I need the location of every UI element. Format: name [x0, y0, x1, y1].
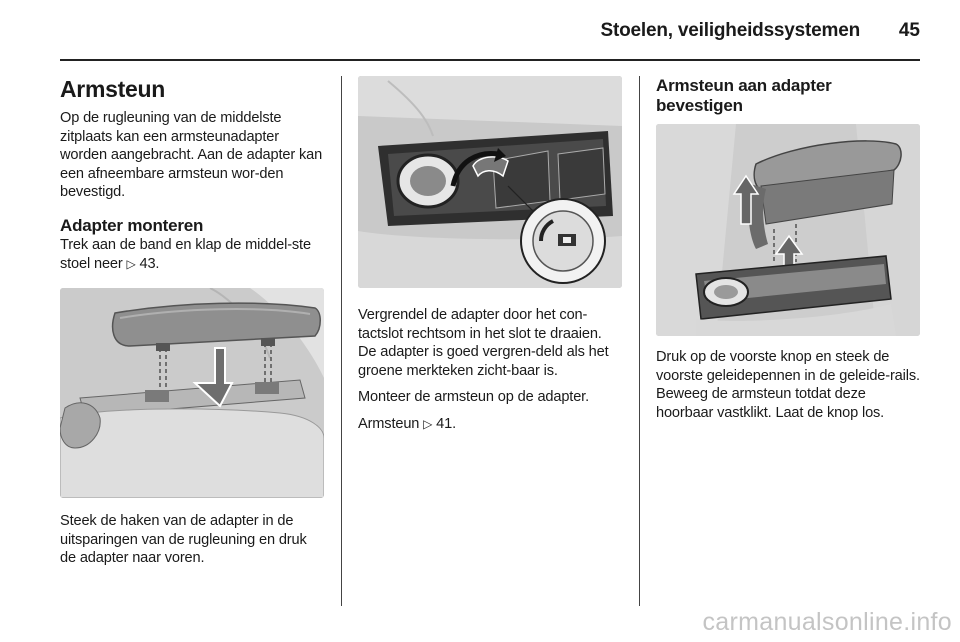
column-divider-right	[639, 76, 640, 606]
column-1	[60, 76, 324, 568]
illustration-lock-adapter	[358, 76, 622, 288]
page-number: 45	[898, 20, 920, 41]
running-header-title: Stoelen, veiligheidssystemen	[600, 20, 860, 41]
intro-paragraph: Op de rugleuning van de middelste zitplaats kan een armsteunadapter worden aangebracht. Aan de adapter kan een afneembare armsteun wor-den bevestigd.	[60, 110, 323, 201]
subheading-adapter-monteren: Adapter monteren	[60, 215, 204, 235]
step-lock-adapter-paragraph: Vergrendel de adapter door het con-tactslot rechtsom in het slot te draaien. De adapter is goed vergren-deld als het groene merkteken zicht-baar is.	[358, 307, 609, 379]
step-mount-armrest-paragraph: Monteer de armsteun op de adapter.	[358, 389, 589, 406]
section-heading-armsteun: Armsteun	[60, 76, 165, 102]
armrest-reference-label: Armsteun	[358, 415, 420, 432]
armrest-reference-paragraph	[358, 415, 622, 434]
figure-adapter-hooks	[60, 288, 324, 498]
page-reference-arrow-icon: ▷	[126, 256, 136, 271]
page-reference-arrow-icon: ▷	[423, 416, 433, 431]
column-divider-left	[341, 76, 342, 606]
column-3	[656, 76, 920, 422]
illustration-adapter-hooks	[60, 288, 324, 498]
attach-armrest-paragraph: Druk op de voorste knop en steek de voorste geleidepennen in de geleide-rails. Beweeg de armsteun totdat deze hoorbaar vastklikt. Laat de knop los.	[656, 349, 920, 421]
step-fold-seat-ref: 43.	[139, 255, 160, 272]
figure-lock-adapter	[358, 76, 622, 288]
figure-attach-armrest	[656, 124, 920, 336]
subheading-armsteun-bevestigen: Armsteun aan adapter bevestigen	[656, 76, 832, 115]
header-rule	[60, 59, 920, 61]
watermark: carmanualsonline.info	[702, 608, 952, 636]
armrest-reference-page: 41.	[436, 415, 457, 432]
step-fold-seat-paragraph	[60, 236, 324, 273]
illustration-attach-armrest	[656, 124, 920, 336]
step-insert-hooks-paragraph: Steek de haken van de adapter in de uitsparingen van de rugleuning en druk de adapter naar voren.	[60, 513, 307, 567]
column-2	[358, 76, 622, 434]
step-fold-seat-text: Trek aan de band en klap de middel-ste stoel neer	[60, 236, 311, 272]
